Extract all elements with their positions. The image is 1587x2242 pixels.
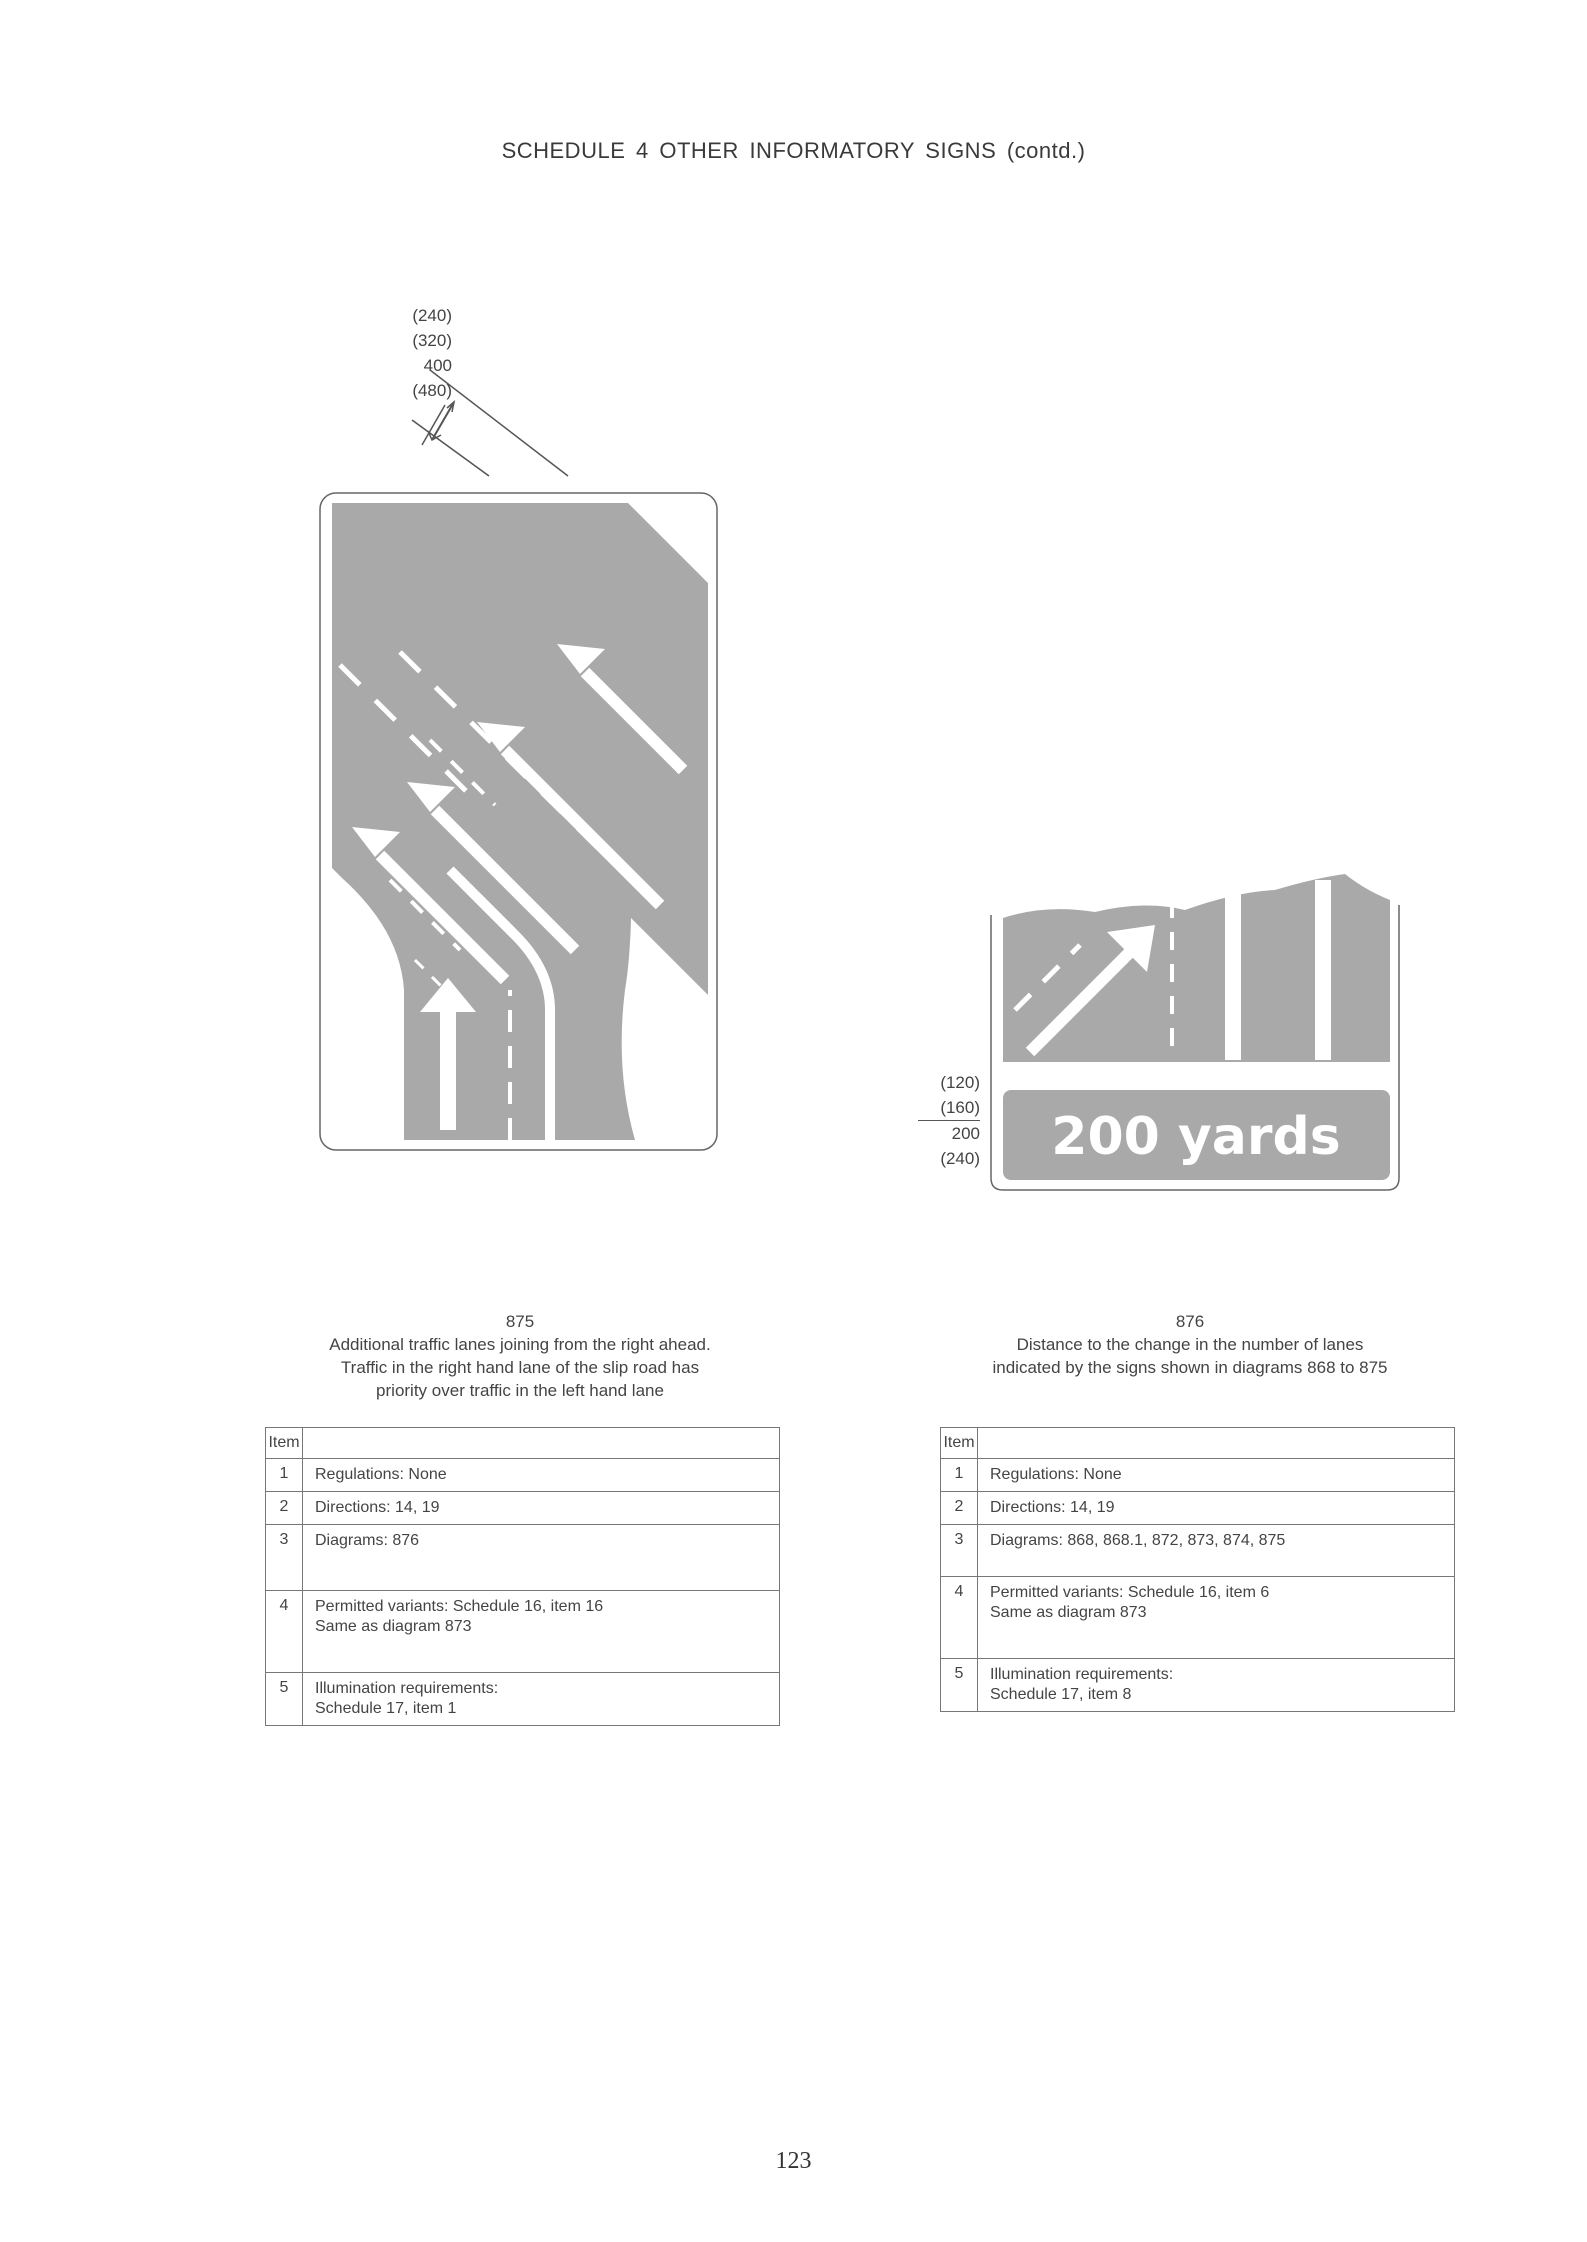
caption-876 [925,1310,1455,1379]
table-cell-text [303,1459,780,1492]
table-cell-text [978,1659,1455,1712]
road-surface [1003,874,1390,1062]
caption-line: Distance to the change in the number of lanes [1016,1335,1364,1354]
table-cell-num: 3 [266,1525,303,1591]
cell-line: Illumination requirements: [990,1666,1174,1683]
cell-line: Illumination requirements: [315,1680,499,1697]
table-cell-num: 4 [266,1591,303,1673]
sign-875-graphic [300,350,730,1210]
table-cell-text [303,1492,780,1525]
table-header-cell: Item [941,1428,978,1459]
cell-line: Schedule 17, item 8 [990,1686,1132,1703]
cell-line: Schedule 17, item 1 [315,1700,457,1717]
table-header-cell [303,1428,780,1459]
table-cell-num: 1 [941,1459,978,1492]
lane-bar [1315,880,1331,1060]
cell-line: Permitted variants: Schedule 16, item 6 [990,1584,1270,1601]
cell-line: Regulations: None [990,1466,1122,1483]
diagram-number: 875 [505,1312,535,1331]
table-cell-text [978,1492,1455,1525]
table-cell-text [978,1577,1455,1659]
spec-table-876 [940,1427,1455,1712]
table-header-cell [978,1428,1455,1459]
table-cell-num: 5 [266,1673,303,1726]
diagram-number: 876 [1175,1312,1205,1331]
page-number: 123 [775,2148,812,2174]
table-cell-text [303,1591,780,1673]
caption-875 [260,1310,780,1402]
caption-line: indicated by the signs shown in diagrams 868 to 875 [992,1358,1388,1377]
dimension-label: (240) [412,306,452,325]
table-cell-num: 2 [941,1492,978,1525]
cell-line: Same as diagram 873 [990,1604,1147,1621]
table-row [266,1673,780,1726]
table-cell-text [303,1673,780,1726]
sign-876-graphic [985,860,1420,1210]
table-cell-num: 1 [266,1459,303,1492]
table-row [266,1459,780,1492]
caption-line: priority over traffic in the left hand lane [376,1381,664,1400]
dimension-label: (120) [940,1073,980,1092]
distance-text: 200 yards [1051,1107,1341,1167]
dimension-label: 400 [423,356,452,375]
dimension-labels-876 [918,1070,980,1171]
cell-line: Regulations: None [315,1466,447,1483]
cell-line: Diagrams: 876 [315,1532,420,1549]
table-row [941,1525,1455,1577]
dimension-label: (160) [940,1098,980,1117]
table-row [266,1525,780,1591]
cell-line: Same as diagram 873 [315,1618,472,1635]
lane-bar [1225,880,1241,1060]
table-row [266,1492,780,1525]
table-row [941,1492,1455,1525]
cell-line: Permitted variants: Schedule 16, item 16 [315,1598,604,1615]
table-cell-text [978,1525,1455,1577]
caption-line: Traffic in the right hand lane of the slip road has [340,1358,700,1377]
cell-line: Directions: 14, 19 [990,1499,1115,1516]
table-cell-num: 2 [266,1492,303,1525]
caption-line: Additional traffic lanes joining from the right ahead. [329,1335,711,1354]
spec-table-875 [265,1427,780,1726]
dimension-label: (240) [940,1149,980,1168]
table-cell-num: 4 [941,1577,978,1659]
cell-line: Directions: 14, 19 [315,1499,440,1516]
dimension-label: (320) [412,331,452,350]
table-cell-text [978,1459,1455,1492]
page-title: SCHEDULE 4 OTHER INFORMATORY SIGNS (contd.) [501,138,1086,163]
table-row [941,1577,1455,1659]
dimension-label: (480) [412,381,452,400]
dimension-arrow-875 [412,370,568,476]
table-row [941,1659,1455,1712]
cell-line: Diagrams: 868, 868.1, 872, 873, 874, 875 [990,1532,1286,1549]
dimension-label: 200 [918,1120,980,1146]
table-header-cell: Item [266,1428,303,1459]
table-cell-num: 5 [941,1659,978,1712]
table-row [941,1459,1455,1492]
table-row [266,1591,780,1673]
table-header-row [941,1428,1455,1459]
table-cell-num: 3 [941,1525,978,1577]
table-header-row [266,1428,780,1459]
table-cell-text [303,1525,780,1591]
